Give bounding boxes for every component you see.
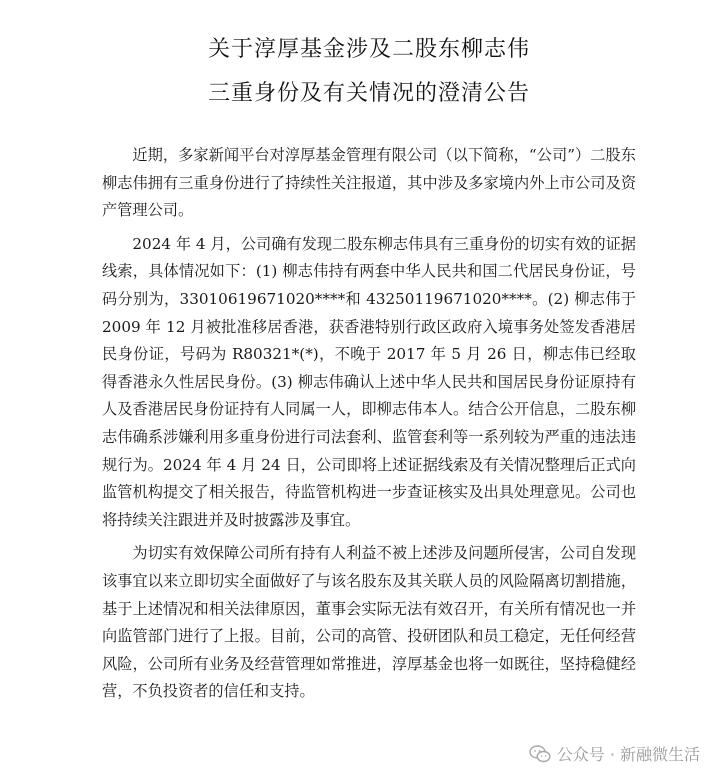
paragraph-3: 为切实有效保障公司所有持有人利益不被上述涉及问题所侵害，公司自发现该事宜以来立即切实全面做好了与该名股东及其关联人员的风险隔离切割措施，基于上述情况和相关法律原因，董事会实际无法有效召开，有关所有情况也一并向监管部门进行了上报。目前，公司的高管、投研团队和员工稳定，无任何经营风险，公司所有业务及经营管理如常推进，淳厚基金也将一如既往，坚持稳健经营，不负投资者的信任和支持。 [102,544,636,701]
paragraph-1: 近期，多家新闻平台对淳厚基金管理有限公司（以下简称，“公司”）二股东柳志伟拥有三重身份进行了持续性关注报道，其中涉及多家境内外上市公司及资产管理公司。 [102,146,636,220]
watermark-text: 公众号 · 新融微生活 [556,745,700,764]
watermark [529,742,700,765]
title-line-1: 关于淳厚基金涉及二股东柳志伟 [207,37,530,62]
paragraph-2: 2024 年 4 月，公司确有发现二股东柳志伟具有三重身份的切实有效的证据线索，具体情况如下：(1) 柳志伟持有两套中华人民共和国二代居民身份证，号码分别为，33010619671020****和 43250119671020****。(2) 柳志伟于 2009 年 12 月被批准移居香港，获香港特别行政区政府入境事务处签发香港居民身份证，号码为 R80321*(*)，不晚于 2017 年 5 月 26 日，柳志伟已经取得香港永久性居民身份。(3) 柳志伟确认上述中华人民共和国居民身份证原持有人及香港居民身份证持有人同属一人，即柳志伟本人。结合公开信息，二股东柳志伟确系涉嫌利用多重身份进行司法套利、监管套利等一系列较为严重的违法违规行为。2024 年 4 月 24 日，公司即将上述证据线索及有关情况整理后正式向监管机构提交了相关报告，待监管机构进一步查证核实及出具处理意见。公司也将持续关注跟进并及时披露涉及事宜。 [102,234,636,529]
title-line-2: 三重身份及有关情况的澄清公告 [207,81,530,106]
wechat-icon [529,745,551,763]
